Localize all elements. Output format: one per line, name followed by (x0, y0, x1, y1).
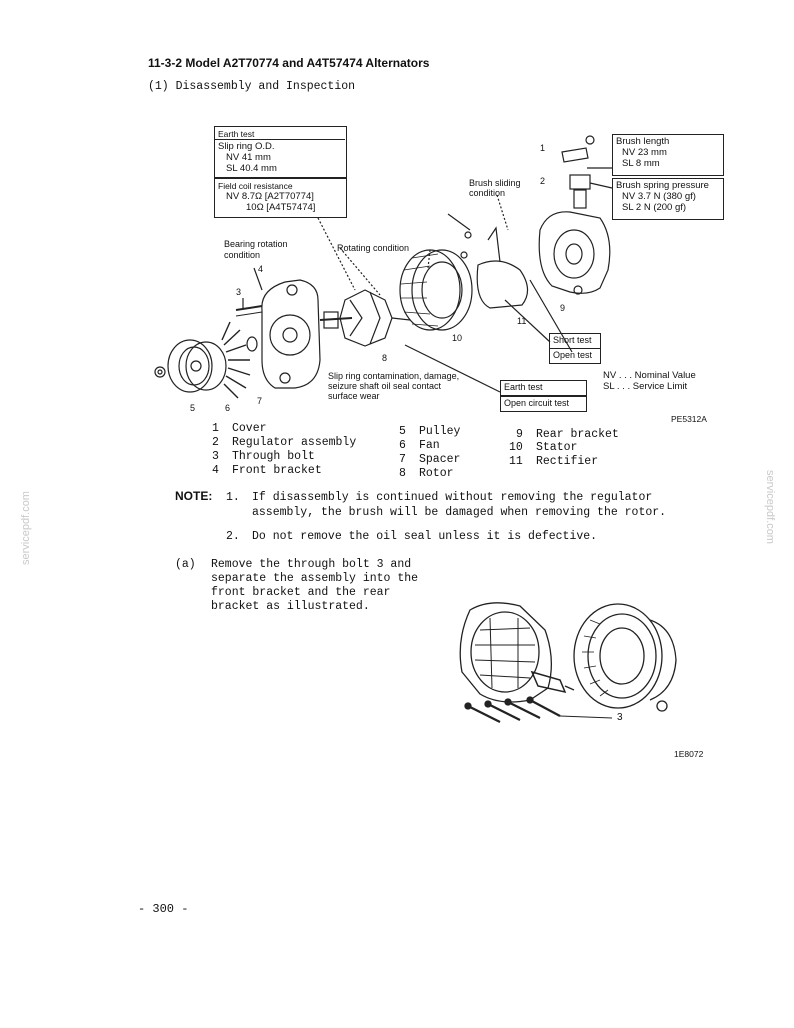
step-a-line1: Remove the through bolt 3 and (211, 558, 412, 571)
part-number-4: 4 (258, 264, 264, 274)
note-item2-number: 2. (226, 530, 240, 543)
section-subtitle: (1) Disassembly and Inspection (148, 80, 356, 93)
slip-ring-sl: SL 40.4 mm (226, 163, 277, 174)
part-number-11: 11 (517, 316, 527, 326)
legend-num-3: 3 (212, 450, 219, 463)
legend-num-9: 9 (516, 428, 523, 441)
legend-label-3: Through bolt (232, 450, 315, 463)
legend-num-11: 11 (509, 455, 523, 468)
legend-num-1: 1 (212, 422, 219, 435)
open-test-label: Open test (553, 350, 593, 360)
brush-length-sl: SL 8 mm (622, 158, 660, 169)
earth-test-label: Earth test (218, 129, 255, 139)
part-number-6: 6 (225, 403, 231, 413)
open-circuit-label: Open circuit test (504, 398, 570, 408)
slip-note-1: Slip ring contamination, damage, (328, 371, 460, 381)
step-a-line4: bracket as illustrated. (211, 600, 370, 613)
part-number-10: 10 (452, 333, 463, 343)
legend-num-8: 8 (399, 467, 406, 480)
legend-label-1: Cover (232, 422, 267, 435)
legend-label-8: Rotor (419, 467, 454, 480)
part-number-3: 3 (236, 287, 242, 297)
legend-label-4: Front bracket (232, 464, 322, 477)
slip-note-2: seizure shaft oil seal contact (328, 381, 442, 391)
legend-label-5: Pulley (419, 425, 461, 438)
bearing-label-1: Bearing rotation (224, 239, 288, 249)
part-number-9: 9 (560, 303, 566, 313)
legend-label-9: Rear bracket (536, 428, 619, 441)
note-item1-number: 1. (226, 491, 240, 504)
legend-label-10: Stator (536, 441, 578, 454)
step-a-line3: front bracket and the rear (211, 586, 391, 599)
legend-num-5: 5 (399, 425, 406, 438)
field-coil-nv: NV 8.7Ω [A2T70774] (226, 191, 314, 202)
page-number: - 300 - (138, 902, 189, 916)
slip-ring-od-label: Slip ring O.D. (218, 141, 275, 152)
section-title: 11-3-2 Model A2T70774 and A4T57474 Alternators (148, 56, 430, 70)
part-number-5: 5 (190, 403, 196, 413)
figure-code: PE5312A (671, 414, 707, 424)
bearing-label-2: condition (224, 250, 261, 260)
field-coil-label: Field coil resistance (218, 181, 293, 191)
legend-num-7: 7 (399, 453, 406, 466)
part-number-7: 7 (257, 396, 263, 406)
part-number-8: 8 (382, 353, 388, 363)
watermark-right: servicepdf.com (764, 470, 776, 544)
legend-label-6: Fan (419, 439, 440, 452)
legend-num-10: 10 (509, 441, 523, 454)
note-label: NOTE: (175, 489, 213, 503)
legend-label-11: Rectifier (536, 455, 599, 468)
slip-note-3: surface wear (328, 391, 380, 401)
brush-spring-nv: NV 3.7 N (380 gf) (622, 191, 696, 202)
brush-sliding-label-2: condition (469, 188, 506, 198)
earth-test-2-label: Earth test (504, 382, 543, 392)
rotating-label: Rotating condition (337, 243, 410, 253)
figure2-callout: 3 (617, 712, 623, 723)
step-a-line2: separate the assembly into the (211, 572, 419, 585)
short-test-label: Short test (553, 335, 592, 345)
legend-num-2: 2 (212, 436, 219, 449)
figure2-code: 1E8072 (674, 749, 704, 759)
part-number-1: 1 (540, 143, 546, 153)
legend-label-7: Spacer (419, 453, 461, 466)
legend-num-4: 4 (212, 464, 219, 477)
field-coil-2: 10Ω [A4T57474] (246, 202, 316, 213)
slip-ring-nv: NV 41 mm (226, 152, 271, 163)
brush-sliding-label-1: Brush sliding (469, 178, 521, 188)
legend-label-2: Regulator assembly (232, 436, 357, 449)
brush-length-label: Brush length (616, 136, 670, 147)
step-a-label: (a) (175, 558, 196, 571)
legend-num-6: 6 (399, 439, 406, 452)
note-item1-line1: If disassembly is continued without removing the regulator (252, 491, 653, 504)
note-item2-text: Do not remove the oil seal unless it is defective. (252, 530, 598, 543)
part-number-2: 2 (540, 176, 546, 186)
note-item1-line2: assembly, the brush will be damaged when removing the rotor. (252, 506, 667, 519)
brush-spring-sl: SL 2 N (200 gf) (622, 202, 687, 213)
watermark-left: servicepdf.com (20, 491, 32, 565)
brush-length-nv: NV 23 mm (622, 147, 667, 158)
brush-spring-label: Brush spring pressure (616, 180, 709, 191)
nv-abbreviation: NV . . . Nominal Value (603, 370, 696, 381)
sl-abbreviation: SL . . . Service Limit (603, 381, 688, 392)
